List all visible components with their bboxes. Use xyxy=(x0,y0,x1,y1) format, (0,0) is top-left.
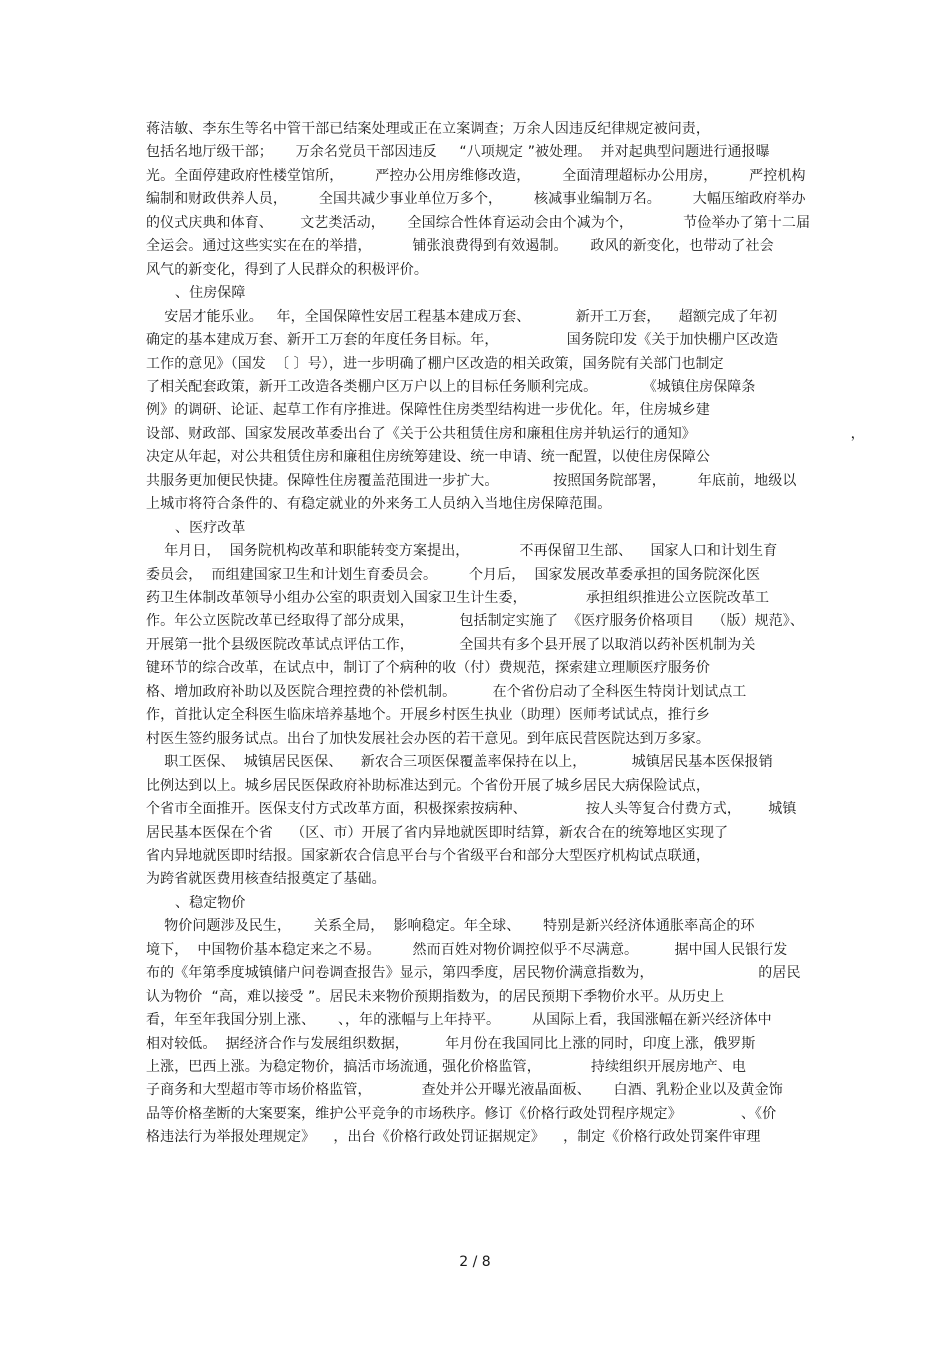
text-line: 村医生签约服务试点。出台了加快发展社会办医的若干意见。到年底民营医院达到万多家。 xyxy=(146,731,710,747)
page-number: 2 / 8 xyxy=(459,1254,491,1270)
text-line: 光。全面停建政府性楼堂馆所， 严控办公用房维修改造， 全面清理超标办公用房， 严控机构 xyxy=(146,168,806,184)
text-line: 安居才能乐业。 年，全国保障性安居工程基本建成万套、 新开工万套， 超额完成了年初 xyxy=(146,309,778,325)
text-line: 居民基本医保在个省 （区、市）开展了省内异地就医即时结算，新农合在的统筹地区实现了 xyxy=(146,825,729,841)
text-line: 作，首批认定全科医生临床培养基地个。开展乡村医生执业（助理）医师考试试点，推行乡 xyxy=(146,707,710,723)
text-line: 年月日， 国务院机构改革和职能转变方案提出， 不再保留卫生部、 国家人口和计划生育 xyxy=(146,543,778,559)
text-line: 上涨，巴西上涨。为稳定物价，搞活市场流通，强化价格监管， 持续组织开展房地产、电 xyxy=(146,1059,746,1075)
text-line: 物价问题涉及民生， 关系全局， 影响稳定。年全球、 特别是新兴经济体通胀率高企的环 xyxy=(146,918,755,934)
text-line: 工作的意见》（国发 〔 〕号），进一步明确了棚户区改造的相关政策，国务院有关部门也制定 xyxy=(146,356,724,372)
text-line: 决定从年起，对公共租赁住房和廉租住房统筹建设、统一申请、统一配置，以使住房保障公 xyxy=(146,449,710,465)
text-line: 包括名地厅级干部； 万余名党员干部因违反 “八项规定 ”被处理。 并对起典型问题进行通报曝 xyxy=(146,144,770,160)
text-line: 比例达到以上。城乡居民医保政府补助标准达到元。个省份开展了城乡居民大病保险试点， xyxy=(146,778,710,794)
text-line: 的仪式庆典和体育、 文艺类活动， 全国综合性体育运动会由个减为个， 节俭举办了第十二届 xyxy=(146,215,811,231)
text-line: 药卫生体制改革领导小组办公室的职责划入国家卫生计生委， 承担组织推进公立医院改革工 xyxy=(146,590,770,606)
text-line: 蒋洁敏、李东生等名中管干部已结案处理或正在立案调查；万余人因违反纪律规定被问责， xyxy=(146,121,710,137)
text-line: 格违法行为举报处理规定》 ，出台《价格行政处罚证据规定》 ，制定《价格行政处罚案件审理 xyxy=(146,1129,761,1145)
text-line: 风气的新变化，得到了人民群众的积极评价。 xyxy=(146,262,428,278)
text-line: 全运会。通过这些实实在在的举措， 铺张浪费得到有效遏制。 政风的新变化，也带动了社会 xyxy=(146,238,774,254)
section-heading: 、稳定物价 xyxy=(175,895,246,911)
text-line: 了相关配套政策，新开工改造各类棚户区万户以上的目标任务顺利完成。 《城镇住房保障条 xyxy=(146,379,756,395)
text-line: 子商务和大型超市等市场价格监管， 查处并公开曝光液晶面板、 白酒、乳粉企业以及黄金饰 xyxy=(146,1082,783,1098)
text-line: 确定的基本建成万套、新开工万套的年度任务目标。年， 国务院印发《关于加快棚户区改造 xyxy=(146,332,779,348)
text-line: 品等价格垄断的大案要案，维护公平竞争的市场秩序。修订《价格行政处罚程序规定》 、《价 xyxy=(146,1106,777,1122)
text-line: 共服务更加便民快捷。保障性住房覆盖范围进一步扩大。 按照国务院部署， 年底前，地级以 xyxy=(146,473,797,489)
text-line: 省内异地就医即时结报。国家新农合信息平台与个省级平台和部分大型医疗机构试点联通， xyxy=(146,848,710,864)
text-line: 作。年公立医院改革已经取得了部分成果， 包括制定实施了 《医疗服务价格项目 （版）规范》、 xyxy=(146,613,805,629)
text-line: 认为物价 “高，难以接受 ”。居民未来物价预期指数为，的居民预期下季物价水平。从历史上 xyxy=(146,989,725,1005)
text-line: 上城市将符合条件的、有稳定就业的外来务工人员纳入当地住房保障范围。 xyxy=(146,496,612,512)
text-line: 看，年至年我国分别上涨、 、，年的涨幅与上年持平。 从国际上看，我国涨幅在新兴经济体中 xyxy=(146,1012,772,1028)
text-line: 个省市全面推开。医保支付方式改革方面，积极探索按病种、 按人头等复合付费方式， 城镇 xyxy=(146,801,797,817)
text-line: 委员会， 而组建国家卫生和计划生育委员会。 个月后， 国家发展改革委承担的国务院深化医 xyxy=(146,567,761,583)
text-line: 布的《年第季度城镇储户问卷调查报告》显示，第四季度，居民物价满意指数为， 的居民 xyxy=(146,965,801,981)
text-line: 职工医保、 城镇居民医保、 新农合三项医保覆盖率保持在以上， 城镇居民基本医保报销 xyxy=(146,754,773,770)
text-line: 设部、财政部、国家发展改革委出台了《关于公共租赁住房和廉租住房并轨运行的通知》 ， xyxy=(146,426,865,442)
text-line: 例》的调研、论证、起草工作有序推进。保障性住房类型结构进一步优化。年，住房城乡建 xyxy=(146,402,710,418)
text-line: 开展第一批个县级医院改革试点评估工作， 全国共有多个县开展了以取消以药补医机制为关 xyxy=(146,637,756,653)
section-heading: 、住房保障 xyxy=(175,285,246,301)
text-line: 编制和财政供养人员， 全国共减少事业单位万多个， 核减事业编制万名。 大幅压缩政府举办 xyxy=(146,191,806,207)
text-line: 相对较低。 据经济合作与发展组织数据， 年月份在我国同比上涨的同时，印度上涨，俄罗斯 xyxy=(146,1036,756,1052)
text-line: 格、增加政府补助以及医院合理控费的补偿机制。 在个省份启动了全科医生特岗计划试点工 xyxy=(146,684,747,700)
text-line: 境下， 中国物价基本稳定来之不易。 然而百姓对物价调控似乎不尽满意。 据中国人民银行发 xyxy=(146,942,788,958)
section-heading: 、医疗改革 xyxy=(175,520,246,536)
text-line: 键环节的综合改革，在试点中，制订了个病种的收（付）费规范，探索建立理顺医疗服务价 xyxy=(146,660,710,676)
text-line: 为跨省就医费用核查结报奠定了基础。 xyxy=(146,871,386,887)
